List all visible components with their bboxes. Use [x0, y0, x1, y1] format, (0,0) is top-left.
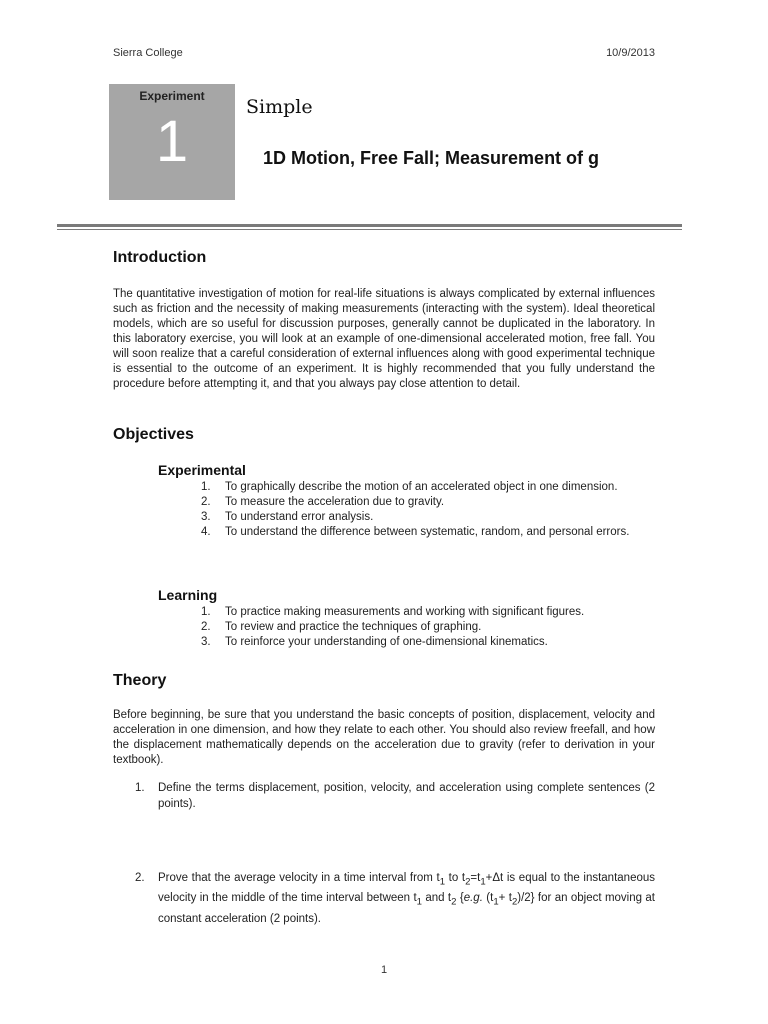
- list-item: [201, 510, 656, 525]
- question-text: Define the terms displacement, position, velocity, and acceleration using complete sentences (2 points).: [158, 782, 655, 810]
- subscript: 2: [511, 896, 518, 908]
- subscript: 1: [439, 876, 446, 888]
- list-item-text: To reinforce your understanding of one-dimensional kinematics.: [225, 636, 548, 648]
- theory-text: Before beginning, be sure that you understand the basic concepts of position, displacement, velocity and acceleration in one dimension, and how they relate to each other. You should also review freefall, and how the displacement mathematically depends on the acceleration due to gravity (refer to derivation in your textbook).: [113, 709, 655, 766]
- list-item: [201, 605, 656, 620]
- question-2: [135, 870, 655, 927]
- list-item-text: To understand the difference between systematic, random, and personal errors.: [225, 526, 630, 538]
- text-run: +Δt is equal to the instantaneous velocity in the middle of the time interval between t: [158, 872, 656, 905]
- list-item: [201, 480, 656, 495]
- title-line-2: 1D Motion, Free Fall; Measurement of g: [263, 148, 600, 168]
- list-item-number: 1.: [201, 606, 211, 618]
- text-run: to t: [445, 872, 466, 884]
- list-item-number: 2.: [201, 496, 211, 508]
- list-item-text: To practice making measurements and working with significant figures.: [225, 606, 585, 618]
- text-run: + t: [498, 892, 512, 905]
- experiment-number: 1: [155, 109, 189, 174]
- subscript: 1: [480, 876, 486, 888]
- list-item: [201, 525, 656, 540]
- title-divider-thin: [57, 229, 682, 230]
- list-item-number: 1.: [201, 481, 211, 493]
- list-item: [201, 620, 656, 635]
- text-run: )/2} for an object moving at constant acceleration (2 points).: [158, 892, 655, 925]
- learning-heading: Learning: [158, 587, 218, 603]
- text-run: {: [456, 892, 464, 905]
- experimental-heading: Experimental: [158, 462, 246, 478]
- list-item-number: 3.: [201, 636, 211, 648]
- theory-heading: Theory: [113, 672, 167, 689]
- list-item-number: 4.: [201, 526, 211, 538]
- header-date: 10/9/2013: [606, 47, 655, 59]
- text-run: and t: [421, 892, 452, 905]
- text-run: Prove that the average velocity in a time interval from t: [158, 872, 440, 884]
- list-item: [201, 635, 656, 650]
- subscript: 2: [451, 896, 457, 908]
- introduction-heading: Introduction: [113, 249, 207, 266]
- list-item-text: To review and practice the techniques of graphing.: [225, 621, 482, 633]
- experiment-box: [109, 84, 235, 200]
- question-text: [135, 870, 655, 927]
- list-item-text: To measure the acceleration due to gravity.: [225, 496, 445, 508]
- question-number: 2.: [135, 872, 145, 884]
- introduction-text: The quantitative investigation of motion for real-life situations is always complicated by external influences such as friction and the necessity of making measurements (interacting with the system). Ideal theoretical models, which are so useful for discussion purposes, generally cannot be duplicated in the laboratory. In this laboratory exercise, you will look at an example of one-dimensional accelerated motion, free fall. You will soon realize that a careful consideration of external influences along with good experimental technique is essential to the outcome of an experiment. It is highly recommended that you fully understand the procedure before attempting it, and that you always pay close attention to detail.: [113, 288, 655, 390]
- list-item: [201, 495, 656, 510]
- list-item-text: To understand error analysis.: [225, 511, 374, 523]
- text-run: =t: [470, 872, 481, 884]
- question-number: 1.: [135, 782, 145, 794]
- subscript: 1: [493, 896, 499, 908]
- experiment-label: Experiment: [139, 89, 205, 103]
- objectives-heading: Objectives: [113, 426, 194, 443]
- title-divider-thick: [57, 224, 682, 227]
- header-institution: Sierra College: [113, 47, 183, 59]
- list-item-number: 3.: [201, 511, 211, 523]
- list-item-text: To graphically describe the motion of an accelerated object in one dimension.: [225, 481, 618, 493]
- learning-objectives-list: [201, 605, 656, 650]
- title-line-1: Simple: [246, 96, 313, 118]
- list-item-number: 2.: [201, 621, 211, 633]
- subscript: 2: [465, 876, 471, 888]
- text-run-italic: e.g.: [463, 892, 483, 905]
- subscript: 1: [416, 896, 422, 908]
- question-1: [135, 780, 655, 812]
- page-number: 1: [380, 964, 388, 976]
- experimental-objectives-list: [201, 480, 656, 540]
- text-run: (t: [482, 892, 494, 905]
